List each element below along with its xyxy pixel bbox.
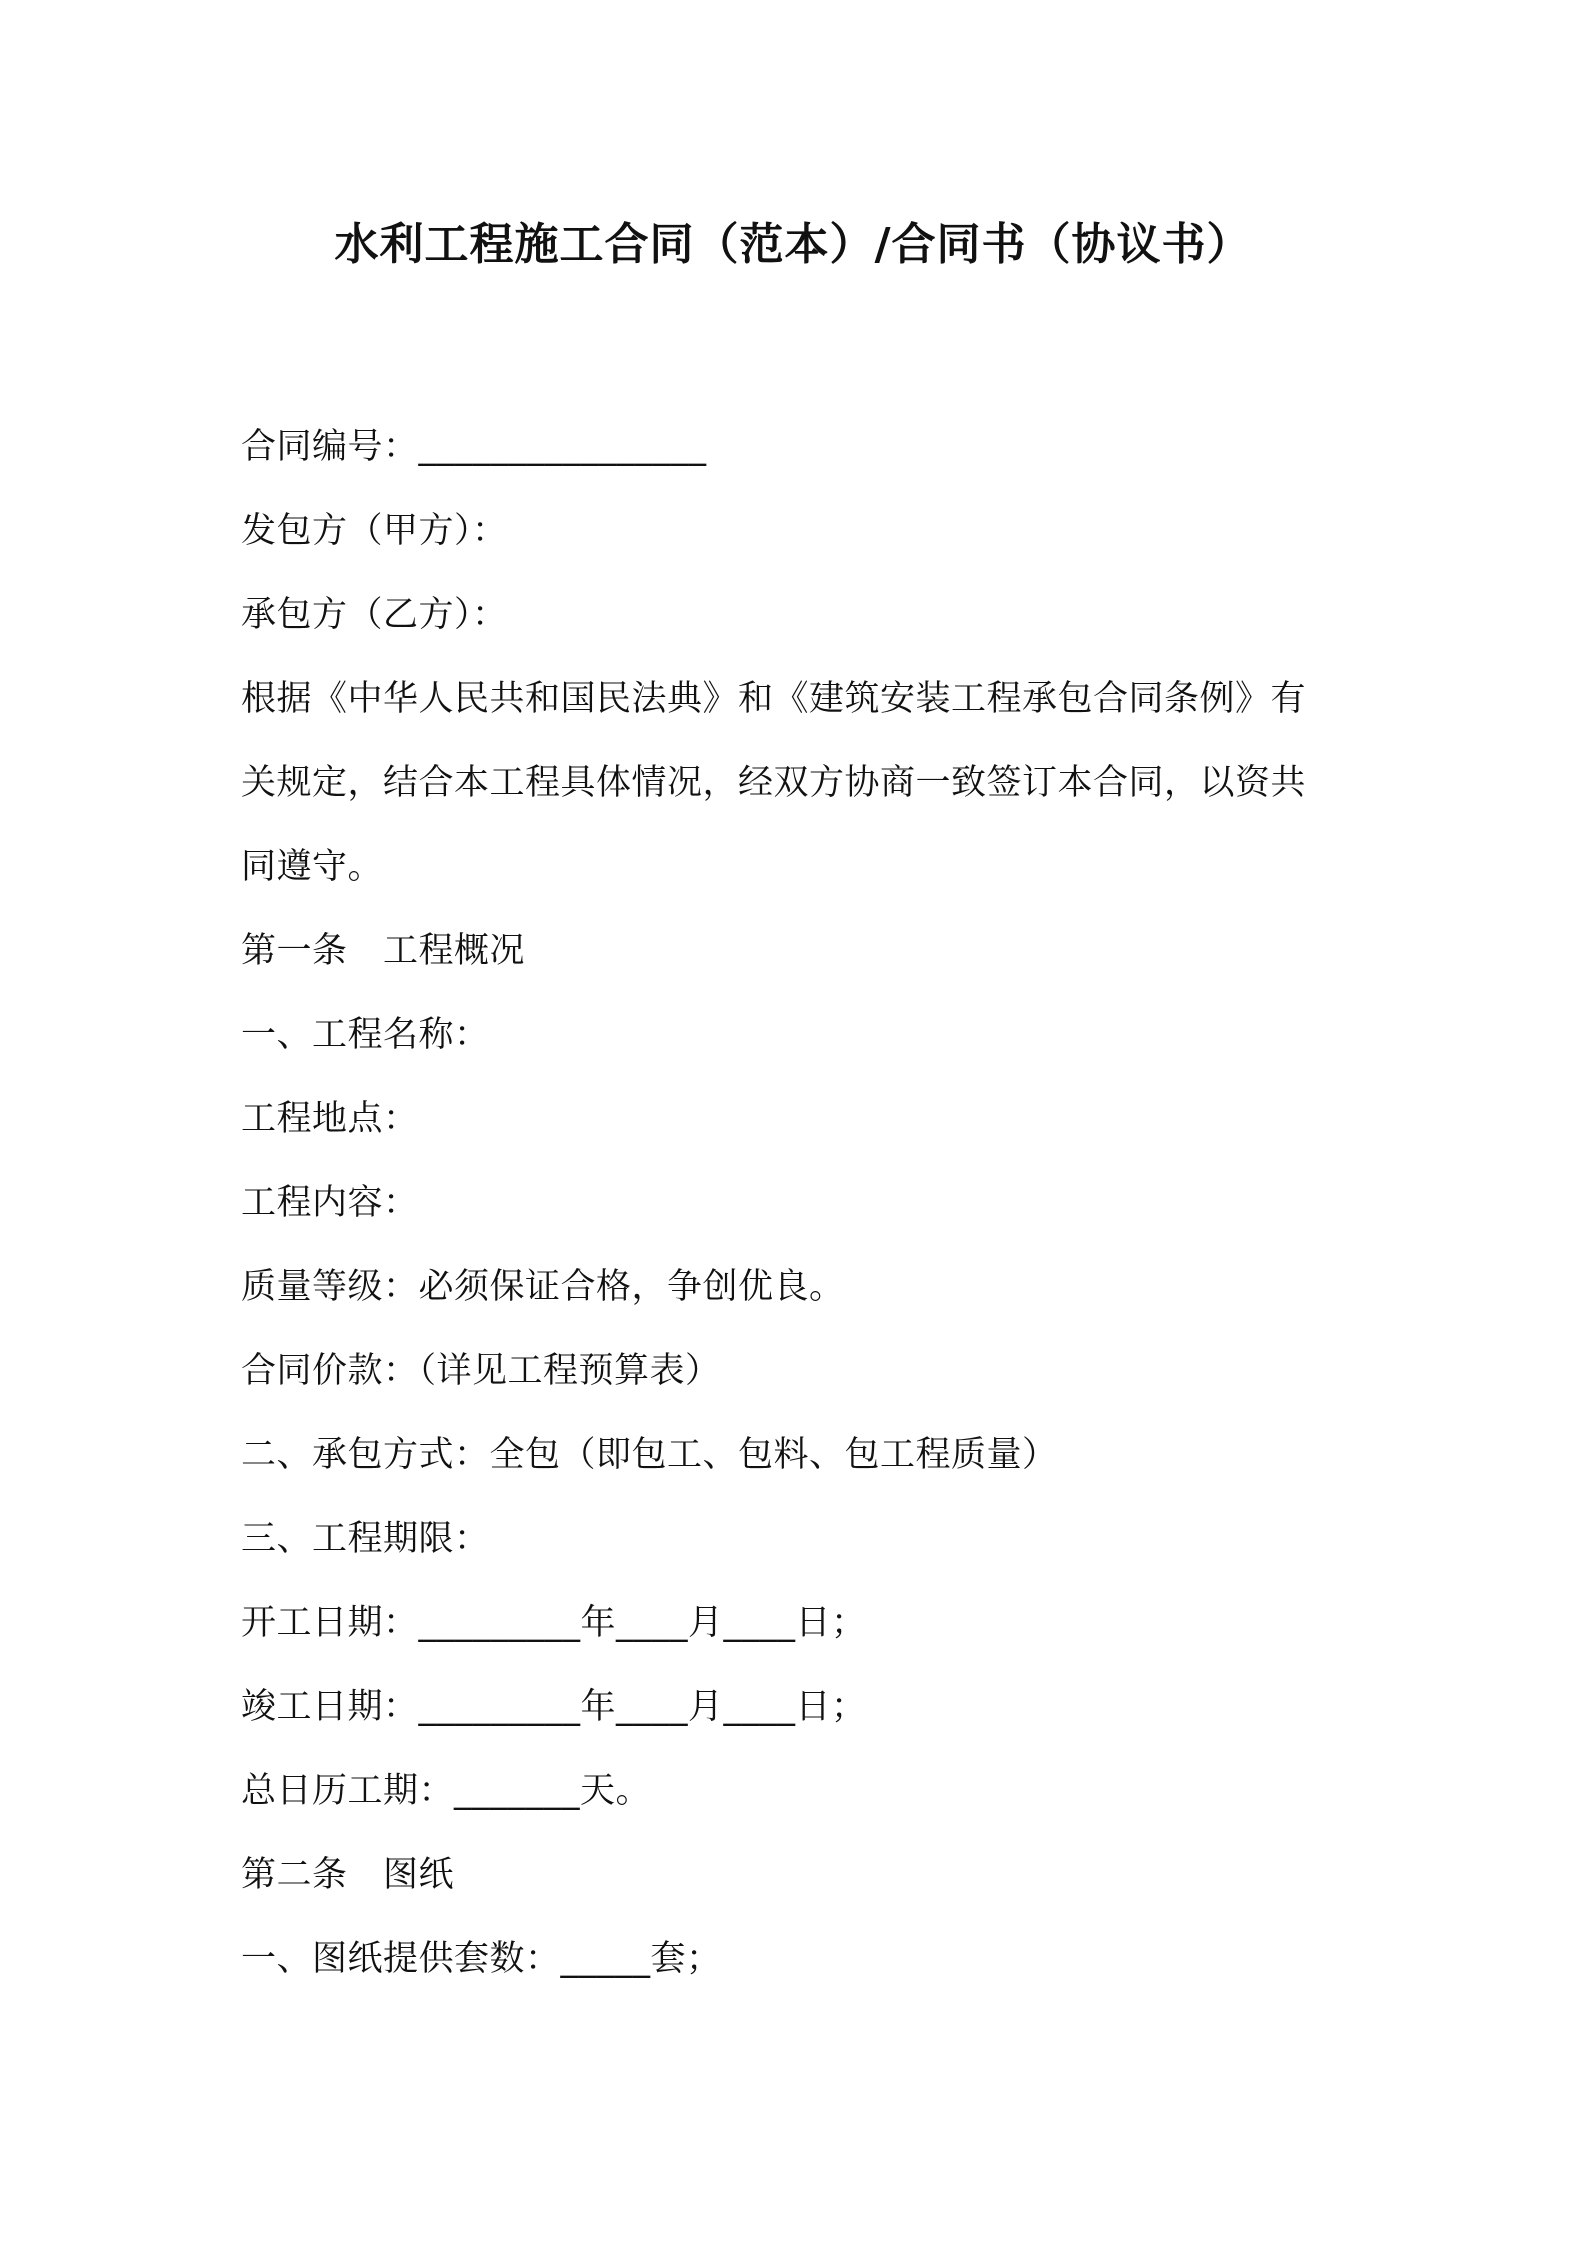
document-body bbox=[241, 405, 1361, 2001]
preamble-line-2: 关规定，结合本工程具体情况，经双方协商一致签订本合同，以资共 bbox=[241, 763, 1307, 803]
project-location-line: 工程地点： bbox=[241, 1099, 419, 1139]
preamble-line-1: 根据《中华人民共和国民法典》和《建筑安装工程承包合同条例》有 bbox=[241, 679, 1307, 719]
drawing-sets-line: 一、图纸提供套数：_____套； bbox=[241, 1939, 722, 1979]
contracting-method-line: 二、承包方式：全包（即包工、包料、包工程质量） bbox=[241, 1435, 1058, 1475]
total-duration-line: 总日历工期：_______天。 bbox=[241, 1771, 652, 1811]
party-a-line: 发包方（甲方）： bbox=[241, 511, 508, 551]
project-name-line: 一、工程名称： bbox=[241, 1015, 490, 1055]
quality-grade-line: 质量等级：必须保证合格，争创优良。 bbox=[241, 1267, 845, 1307]
document-title: 水利工程施工合同（范本）/合同书（协议书） bbox=[334, 219, 1252, 270]
article-2-heading: 第二条 图纸 bbox=[241, 1855, 455, 1895]
article-1-heading: 第一条 工程概况 bbox=[241, 931, 526, 971]
preamble-line-3: 同遵守。 bbox=[241, 847, 384, 887]
project-content-line: 工程内容： bbox=[241, 1183, 419, 1223]
contract-price-line: 合同价款：（详见工程预算表） bbox=[241, 1351, 721, 1391]
start-date-line: 开工日期：_________年____月____日； bbox=[241, 1603, 867, 1643]
party-b-line: 承包方（乙方）： bbox=[241, 595, 508, 635]
completion-date-line: 竣工日期：_________年____月____日； bbox=[241, 1687, 867, 1727]
contract-number-line: 合同编号：________________ bbox=[241, 427, 707, 467]
project-period-line: 三、工程期限： bbox=[241, 1519, 490, 1559]
